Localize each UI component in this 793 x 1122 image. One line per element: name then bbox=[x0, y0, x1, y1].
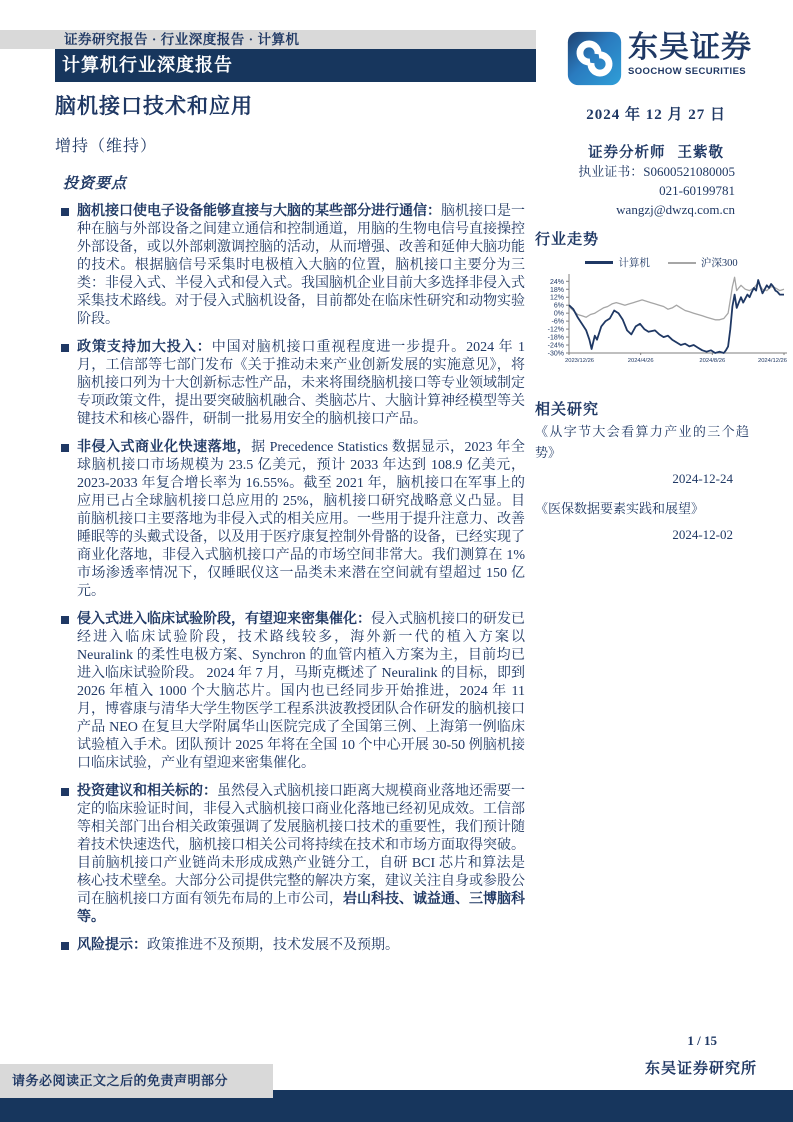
legend-item-hs300 bbox=[668, 255, 738, 270]
bullet-body: 中国对脑机接口重视程度进一步提升。2024 年 1 月，工信部等七部门发布《关于推动未来产业创新发展的实施意见》，将脑机接口列为十大创新标志性产品，未来将围绕脑机接口等专业领域制定专项政策文件，提出要突破脑机融合、类脑芯片、大脑计算神经模型等关键技术和核心器件，研制一批易用安全的脑机接口产品。 bbox=[77, 340, 526, 427]
bullet-item bbox=[55, 439, 525, 601]
related-item bbox=[535, 421, 788, 489]
bullet-square-icon bbox=[61, 444, 69, 452]
bullet-square-icon bbox=[61, 344, 69, 352]
svg-text:6%: 6% bbox=[553, 302, 564, 310]
bullet-lead: 脑机接口使电子设备能够直接与大脑的某些部分进行通信： bbox=[77, 204, 441, 219]
trend-heading: 行业走势 bbox=[535, 232, 600, 248]
bullet-body: 侵入式脑机接口的研发已经进入临床试验阶段，技术路线较多，海外新一代的植入方案以 Neuralink 的柔性电极方案、Synchron 的血管内植入方案为主，目前均已进入临床试验阶段。 2024 年 7 月，马斯克概述了 Neuralink 的目标，即到 2026 年植入 1000 个大脑芯片。国内也已经同步开始推进，2024 年 11 月，博睿康与清华大学生物医学工程系洪波教授团队合作研发的脑机接口产品 NEO 在复旦大学附属华山医院完成了全国第三例、上海第一例临床试验植入手术。团队预计 2025 年将在全国 10 个中心开展 30-50 例脑机接口临床试验，产业有望迎来密集催化。 bbox=[77, 612, 525, 771]
related-list bbox=[535, 421, 788, 554]
svg-text:-18%: -18% bbox=[547, 334, 564, 342]
bullet-lead: 风险提示： bbox=[77, 938, 147, 953]
bullet-item bbox=[55, 611, 525, 773]
rating-badge: 增持（维持） bbox=[55, 138, 158, 155]
bullet-body: 据 Precedence Statistics 数据显示，2023 年全球脑机接口市场规模为 23.5 亿美元，预计 2033 年达到 108.9 亿美元，2023-2033 年复合增长率为 16.55%。截至 2021 年，脑机接口在军事上的应用已占全球脑机接口总应用的 25%，脑机接口研究战略意义凸显。目前脑机接口主要落地为非侵入式的相关应用。一些用于提升注意力、改善睡眠等的头戴式设备，以及用于医疗康复控制外骨骼的设备，已经实现了商业化落地，非侵入式脑机接口产品的市场空间非常大。我们测算在 1%市场渗透率情况下，仅睡眠仪这一品类未来潜在空间就有望超过 150 亿元。 bbox=[77, 440, 525, 599]
brand-logo bbox=[567, 31, 752, 86]
related-date: 2024-12-24 bbox=[672, 471, 733, 486]
svg-text:0%: 0% bbox=[553, 310, 564, 318]
analyst-name: 王紫敬 bbox=[677, 145, 724, 161]
bullet-bold-tail: 岩山科技、诚益通、三博脑科等。 bbox=[77, 892, 525, 925]
legend-item-computer bbox=[585, 255, 650, 270]
analyst-line bbox=[535, 141, 788, 162]
phone-line: 021-60199781 bbox=[659, 183, 735, 198]
brand-name-en: SOOCHOW SECURITIES bbox=[628, 66, 747, 77]
related-title: 《医保数据要素实践和展望》 bbox=[535, 501, 705, 516]
trend-chart bbox=[535, 272, 788, 370]
svg-text:-30%: -30% bbox=[547, 350, 564, 358]
soochow-logo-icon bbox=[567, 31, 622, 86]
highlights-heading: 投资要点 bbox=[63, 176, 128, 192]
chart-legend bbox=[535, 255, 788, 270]
report-kicker: 证券研究报告 · 行业深度报告 · 计算机 bbox=[64, 32, 300, 47]
bullet-lead: 投资建议和相关标的： bbox=[77, 784, 217, 799]
legend-line-hs300 bbox=[668, 262, 696, 264]
svg-text:2023/12/26: 2023/12/26 bbox=[565, 358, 595, 364]
license-line: 执业证书：S0600521080005 bbox=[578, 164, 735, 179]
related-date: 2024-12-02 bbox=[672, 527, 733, 542]
related-title: 《从字节大会看算力产业的三个趋势》 bbox=[535, 424, 749, 460]
bullet-lead: 政策支持加大投入： bbox=[77, 340, 212, 355]
brand-wordmark bbox=[628, 31, 752, 77]
bullet-item bbox=[55, 203, 525, 329]
related-item bbox=[535, 498, 788, 545]
svg-text:24%: 24% bbox=[549, 278, 564, 286]
legend-line-computer bbox=[585, 261, 613, 264]
investment-highlights bbox=[55, 172, 525, 965]
report-date: 2024 年 12 月 27 日 bbox=[586, 107, 726, 123]
bullet-square-icon bbox=[61, 616, 69, 624]
bullet-square-icon bbox=[61, 942, 69, 950]
bullet-body: 虽然侵入式脑机接口距离大规模商业落地还需要一定的临床验证时间，非侵入式脑机接口商业化落地已经初见成效。工信部等相关部门出台相关政策强调了发展脑机接口技术的重要性，我们预计随着技术快速迭代，脑机接口相关公司将持续在技术和市场方面取得突破。目前脑机接口产业链尚未形成成熟产业链分工，自研 BCI 芯片和算法是核心技术壁垒。大部分公司提供完整的解决方案，建议关注自身或参股公司在脑机接口方面有领先布局的上市公司， bbox=[77, 784, 525, 907]
legend-label-computer: 计算机 bbox=[618, 258, 650, 269]
svg-text:2024/4/26: 2024/4/26 bbox=[627, 358, 654, 364]
bullet-item bbox=[55, 339, 525, 429]
bullet-lead: 侵入式进入临床试验阶段，有望迎来密集催化： bbox=[77, 612, 371, 627]
report-banner: 计算机行业深度报告 bbox=[55, 49, 536, 82]
analyst-contact bbox=[535, 162, 788, 219]
bullet-lead: 非侵入式商业化快速落地， bbox=[77, 440, 252, 455]
bullet-body: 脑机接口是一种在脑与外部设备之间建立通信和控制通道，用脑的生物电信号直接操控外部设备，或以外部刺激调控脑的活动，从而增强、改善和延伸大脑功能的技术。根据脑信号采集时电极植入大脑的位置，脑机接口主要分为三类：非侵入式、半侵入式和侵入式。我国脑机企业目前大多选择非侵入式采集技术路线。对于侵入式脑机设备，目前都处在临床性研究和动物实验阶段。 bbox=[77, 204, 525, 327]
legend-label-hs300: 沪深300 bbox=[700, 258, 738, 269]
bullet-square-icon bbox=[61, 788, 69, 796]
bullet-item bbox=[55, 783, 525, 927]
svg-text:2024/12/26: 2024/12/26 bbox=[757, 358, 787, 364]
page-number: 1 / 15 bbox=[687, 1033, 717, 1048]
svg-text:-24%: -24% bbox=[547, 342, 564, 350]
svg-text:2024/8/26: 2024/8/26 bbox=[699, 358, 726, 364]
email-line: wangzj@dwzq.com.cn bbox=[616, 202, 735, 217]
svg-text:12%: 12% bbox=[549, 294, 564, 302]
svg-text:-6%: -6% bbox=[551, 318, 564, 326]
bullet-item bbox=[55, 937, 525, 955]
svg-text:18%: 18% bbox=[549, 286, 564, 294]
trend-chart-svg bbox=[535, 272, 788, 370]
brand-name-cn: 东吴证券 bbox=[628, 31, 752, 64]
report-title: 脑机接口技术和应用 bbox=[55, 94, 253, 118]
related-heading: 相关研究 bbox=[535, 402, 600, 418]
research-institute: 东吴证券研究所 bbox=[644, 1061, 757, 1077]
analyst-label: 证券分析师 bbox=[588, 145, 666, 161]
bullet-body: 政策推进不及预期，技术发展不及预期。 bbox=[147, 938, 399, 953]
disclaimer-note: 请务必阅读正文之后的免责声明部分 bbox=[0, 1064, 273, 1098]
bullet-square-icon bbox=[61, 208, 69, 216]
svg-text:-12%: -12% bbox=[547, 326, 564, 334]
